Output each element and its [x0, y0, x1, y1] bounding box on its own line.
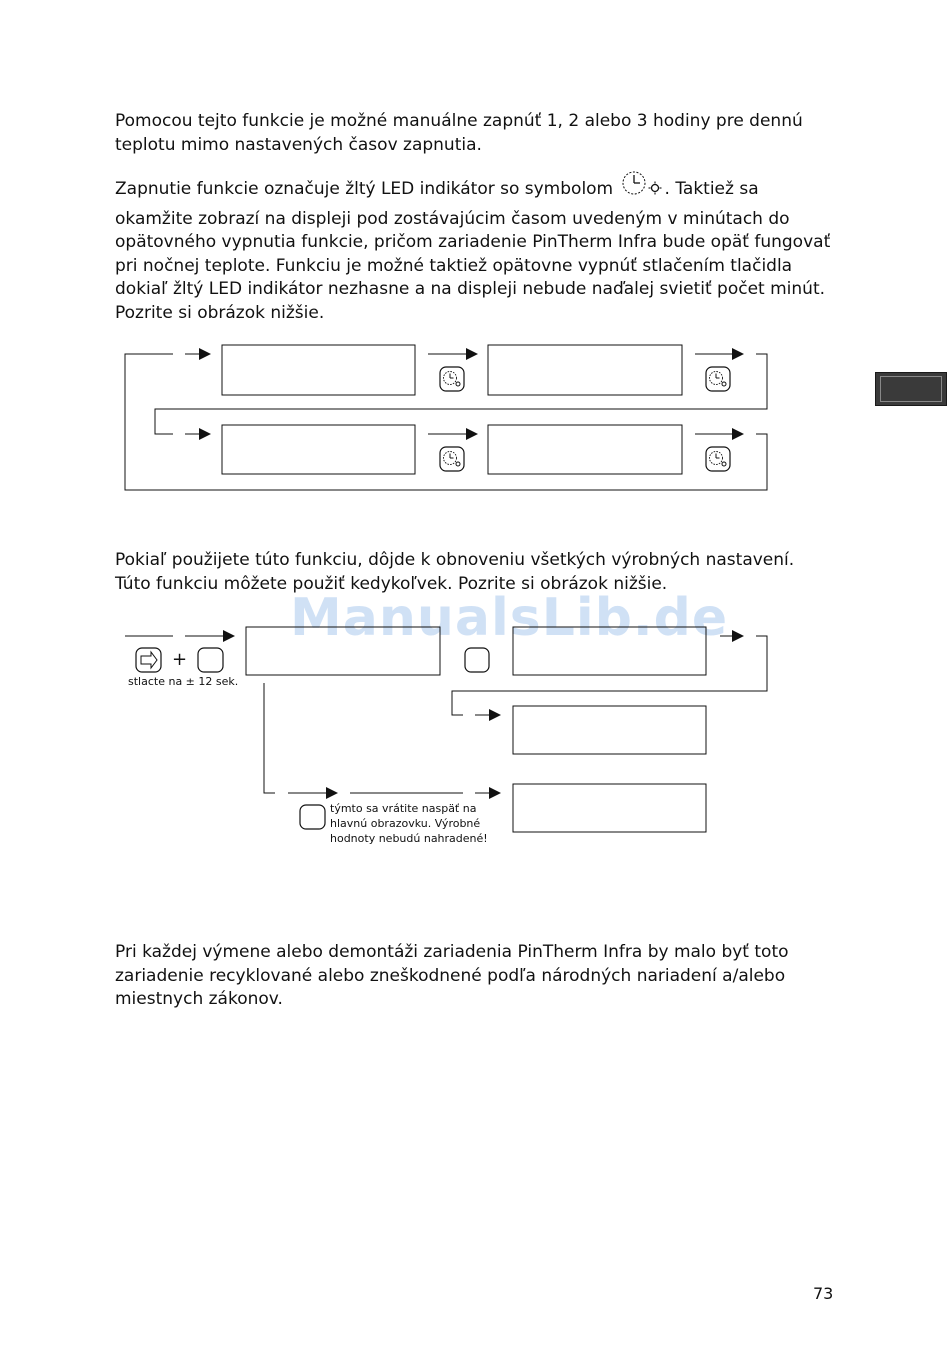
- plus-sign: +: [172, 649, 188, 670]
- blank-button-icon: [300, 805, 325, 829]
- press-duration-label: stlacte na ± 12 sek.: [128, 675, 239, 688]
- display-box: [513, 706, 706, 754]
- reset-paragraph: Pokiaľ použijete túto funkciu, dôjde k obnoveniu všetkých výrobných nastavení. Túto funkciu môžete použiť kedykoľvek. Pozrite si obrázok nižšie.: [115, 550, 795, 594]
- display-box: [246, 627, 440, 675]
- arrow-button-icon: [136, 648, 161, 672]
- blank-button-icon: [198, 648, 223, 672]
- display-box: [513, 784, 706, 832]
- display-box: [513, 627, 706, 675]
- page-number: 73: [813, 1284, 834, 1303]
- recycle-paragraph: Pri každej výmene alebo demontáži zariadenia PinTherm Infra by malo byť toto zariadenie recyklované alebo zneškodnené podľa národných nariadení a/alebo miestnych zákonov.: [115, 942, 789, 1009]
- blank-button-icon: [465, 648, 489, 672]
- intro-paragraph: Pomocou tejto funkcie je možné manuálne zapnúť 1, 2 alebo 3 hodiny pre dennú teplotu mimo nastavených časov zapnutia.: [115, 111, 803, 155]
- return-note: týmto sa vrátite naspäť na hlavnú obrazovku. Výrobné hodnoty nebudú nahradené!: [330, 802, 488, 845]
- watermark: ManualsLib.de: [290, 588, 729, 648]
- led-text-after: . Taktiež sa okamžite zobrazí na displeji pod zostávajúcim časom uvedeným v minútach do opätovného vypnutia funkcie, pričom zariadenie PinTherm Infra bude opäť fungovať pri nočnej teplote. Funkciu je možné taktiež opätovne vypnúť stlačením tlačidla dokiaľ žltý LED indikátor nezhasne a na displeji nebude naďalej svietiť počet minút. Pozrite si obrázok nižšie.: [115, 178, 831, 323]
- led-text-before: Zapnutie funkcie označuje žltý LED indikátor so symbolom: [115, 178, 619, 199]
